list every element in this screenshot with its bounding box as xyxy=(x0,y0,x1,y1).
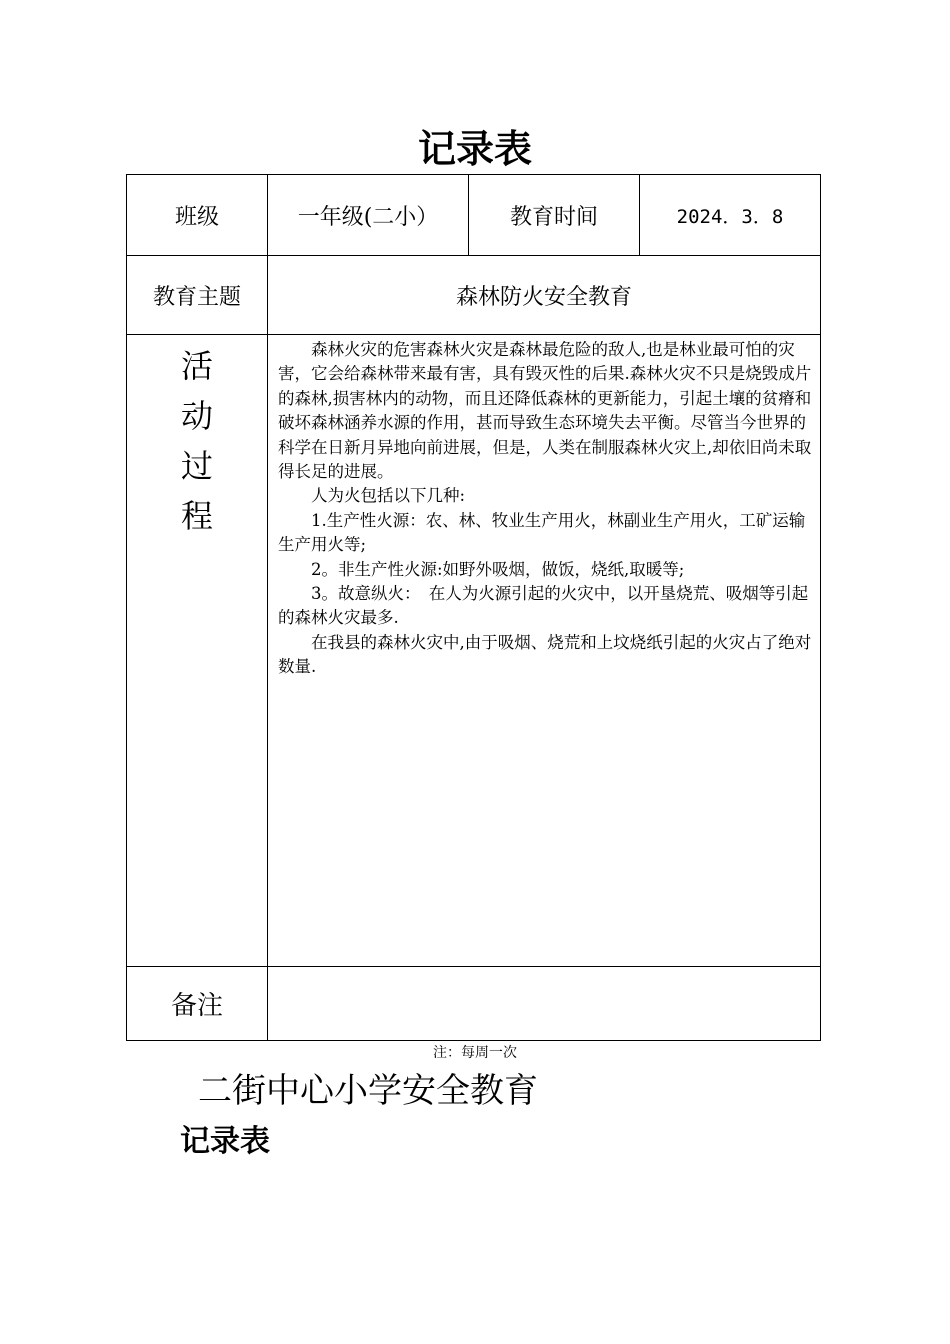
activity-label-char: 动 xyxy=(180,397,213,435)
class-row xyxy=(127,175,821,256)
activity-label-char: 过 xyxy=(180,447,213,485)
activity-paragraph: 人为火包括以下几种: xyxy=(278,486,466,506)
time-label: 教育时间 xyxy=(469,175,640,256)
theme-label: 教育主题 xyxy=(127,256,268,335)
activity-paragraph: 在我县的森林火灾中,由于吸烟、烧荒和上坟烧纸引起的火灾占了绝对数量. xyxy=(278,632,812,677)
remark-value xyxy=(268,967,821,1041)
class-label: 班级 xyxy=(127,175,268,256)
remark-label: 备注 xyxy=(127,967,268,1041)
time-value: 2024．3．8 xyxy=(640,175,821,256)
activity-label-char: 程 xyxy=(180,497,213,535)
activity-paragraph: 森林火灾的危害森林火灾是森林最危险的敌人,也是林业最可怕的灾害，它会给森林带来最有害，具有毁灭性的后果.森林火灾不只是烧毁成片的森林,损害林内的动物，而且还降低森林的更新能力，引起土壤的贫瘠和破坏森林涵养水源的作用，甚而导致生态环境失去平衡。尽管当今世界的科学在日新月异地向前进展，但是，人类在制服森林火灾上,却依旧尚未取得长足的进展。 xyxy=(278,340,812,482)
page-title: 记录表 xyxy=(417,127,532,171)
footnote: 注：每周一次 xyxy=(433,1045,517,1061)
activity-label xyxy=(127,335,268,967)
activity-row xyxy=(127,335,821,967)
activity-paragraph: 2。非生产性火源:如野外吸烟，做饭，烧纸,取暖等; xyxy=(278,559,685,579)
activity-paragraph: 3。故意纵火： 在人为火源引起的火灾中，以开垦烧荒、吸烟等引起的森林火灾最多. xyxy=(278,584,809,628)
theme-row xyxy=(127,256,821,335)
activity-paragraph: 1.生产性火源：农、林、牧业生产用火，林副业生产用火，工矿运输生产用火等; xyxy=(278,510,806,555)
activity-content xyxy=(268,335,821,967)
theme-value: 森林防火安全教育 xyxy=(268,256,821,335)
remark-row xyxy=(127,967,821,1041)
record-table xyxy=(126,174,821,1041)
school-title: 二街中心小学安全教育 xyxy=(198,1071,538,1111)
class-value: 一年级(二小） xyxy=(268,175,469,256)
subtitle: 记录表 xyxy=(180,1124,270,1159)
activity-label-char: 活 xyxy=(180,347,213,385)
